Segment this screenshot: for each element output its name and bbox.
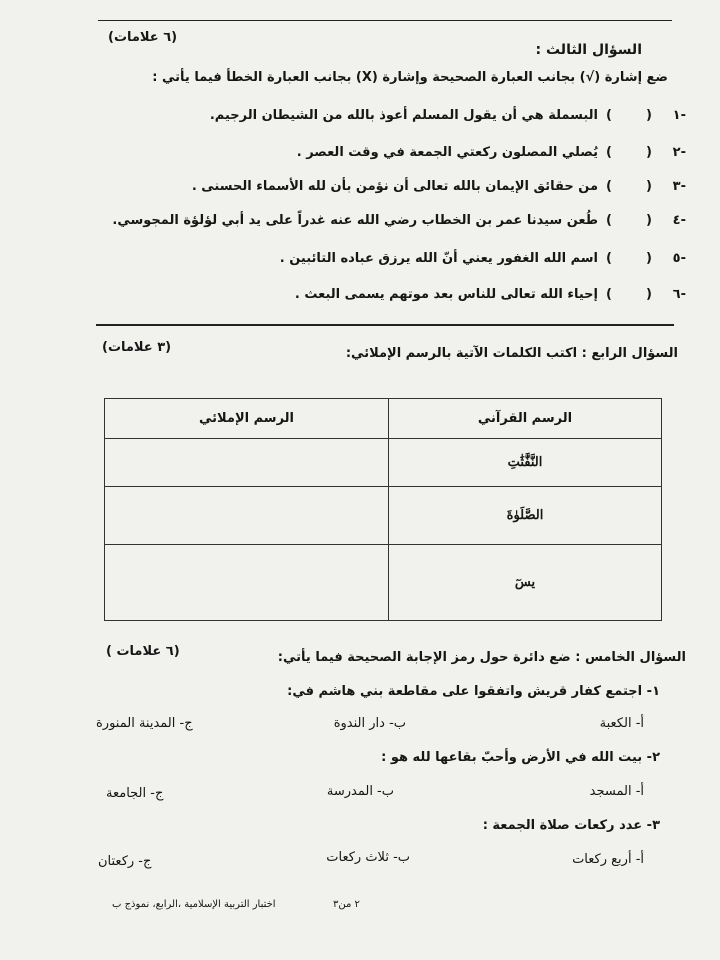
q4-marks: (٣ علامات) [102, 340, 172, 355]
quranic-word: الصَّلَوٰةَ [389, 487, 662, 545]
mc-option-c[interactable]: ج- الجامعة [106, 786, 164, 801]
spelling-table [104, 398, 662, 621]
column-header-quranic: الرسم القرآني [389, 399, 662, 439]
mc-option-a[interactable]: أ- المسجد [589, 784, 644, 799]
answer-cell[interactable] [105, 439, 389, 487]
table-header-row [105, 399, 662, 439]
mc-option-b[interactable]: ب- ثلاث ركعات [326, 850, 410, 865]
tf-item-number: -٢ [672, 145, 686, 160]
answer-parentheses[interactable]: ( ) [606, 251, 652, 266]
q3-title: السؤال الثالث : [535, 42, 642, 58]
tf-item [280, 251, 686, 266]
answer-parentheses[interactable]: ( ) [606, 287, 652, 302]
tf-item-text: اسم الله الغفور يعني أنّ الله يرزق عباده التائبين . [279, 251, 598, 266]
table-row [105, 487, 662, 545]
answer-parentheses[interactable]: ( ) [606, 145, 652, 160]
column-header-spelling: الرسم الإملائي [105, 399, 389, 439]
answer-cell[interactable] [105, 545, 389, 621]
mc-question-text: ٣- عدد ركعات صلاة الجمعة : [482, 818, 660, 833]
footer-exam-name: اختبار التربية الإسلامية ،الرابع، نموذج ب [112, 899, 276, 910]
mc-option-c[interactable]: ج- المدينة المنورة [96, 716, 193, 731]
section-divider [96, 324, 674, 326]
mc-option-a[interactable]: أ- الكعبة [599, 716, 644, 731]
top-border-line [98, 20, 672, 21]
table-row [105, 545, 662, 621]
mc-option-b[interactable]: ب- المدرسة [326, 784, 394, 799]
q5-marks: (٦ علامات ) [106, 644, 180, 659]
tf-item [112, 213, 686, 228]
tf-item-number: -٦ [672, 287, 686, 302]
answer-parentheses[interactable]: ( ) [606, 179, 652, 194]
q4-title: السؤال الرابع : اكتب الكلمات الآتية بالرسم الإملائي: [345, 346, 678, 361]
mc-question-text: ٢- بيت الله في الأرض وأحبّ بقاعها لله هو : [381, 750, 660, 765]
tf-item-text: طُعن سيدنا عمر بن الخطاب رضي الله عنه غدراً على يد أبي لؤلؤة المجوسي. [112, 213, 598, 228]
tf-item-text: البسملة هي أن يقول المسلم أعوذ بالله من الشيطان الرجيم. [209, 108, 598, 123]
mc-option-b[interactable]: ب- دار الندوة [333, 716, 406, 731]
quranic-word: النَّفَّٰثَٰتِ [389, 439, 662, 487]
q3-instruction: ضع إشارة (√) بجانب العبارة الصحيحة وإشارة (X) بجانب العبارة الخطأ فيما يأتي : [152, 70, 668, 85]
tf-item [297, 145, 686, 160]
mc-option-c[interactable]: ج- ركعتان [98, 854, 152, 869]
q3-marks: (٦ علامات) [108, 30, 178, 45]
mc-question-text: ١- اجتمع كفار قريش واتفقوا على مقاطعة بني هاشم في: [287, 684, 660, 699]
tf-item-text: من حقائق الإيمان بالله تعالى أن نؤمن بأن لله الأسماء الحسنى . [191, 179, 598, 194]
answer-parentheses[interactable]: ( ) [606, 213, 652, 228]
tf-item-text: يُصلي المصلون ركعتي الجمعة في وقت العصر . [296, 145, 598, 160]
mc-option-a[interactable]: أ- أربع ركعات [572, 852, 644, 867]
quranic-word: يسٓ [389, 545, 662, 621]
page-number: ٢ من٣ [333, 899, 360, 910]
tf-item [295, 287, 686, 302]
tf-item-text: إحياء الله تعالى للناس بعد موتهم يسمى البعث . [294, 287, 598, 302]
tf-item-number: -٣ [672, 179, 686, 194]
tf-item [192, 179, 686, 194]
tf-item-number: -٥ [672, 251, 686, 266]
tf-item-number: -٤ [672, 213, 686, 228]
table-row [105, 439, 662, 487]
answer-cell[interactable] [105, 487, 389, 545]
q5-title: السؤال الخامس : ضع دائرة حول رمز الإجابة الصحيحة فيما يأتي: [277, 650, 686, 665]
answer-parentheses[interactable]: ( ) [606, 108, 652, 123]
tf-item-number: -١ [672, 108, 686, 123]
tf-item [210, 108, 686, 123]
